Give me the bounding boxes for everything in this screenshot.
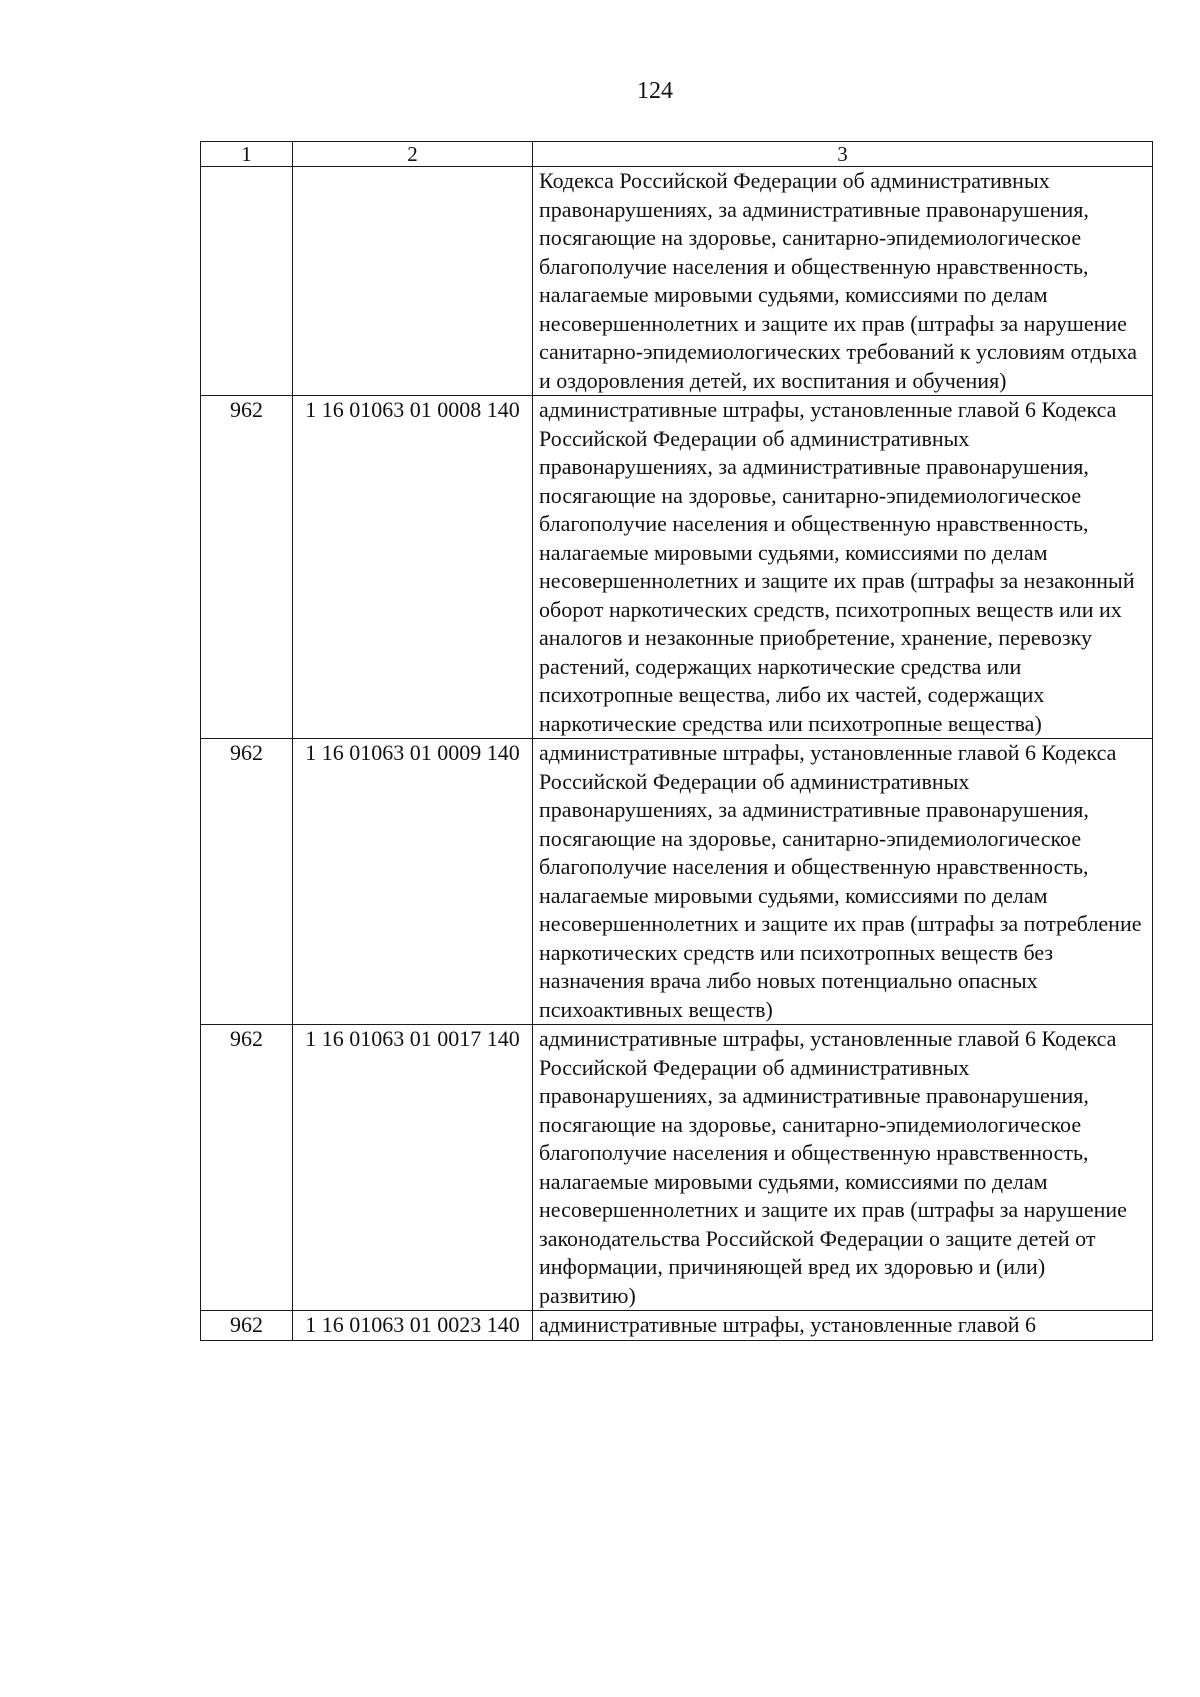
kbk-code-cell: 1 16 01063 01 0023 140	[293, 1311, 533, 1341]
table-row	[201, 739, 1153, 1025]
description-cell: административные штрафы, установленные главой 6 Кодекса Российской Федерации об административных правонарушениях, за административные правонарушения, посягающие на здоровье, санитарно-эпидемиологическое благополучие населения и общественную нравственность, налагаемые мировыми судьями, комиссиями по делам несовершеннолетних и защите их прав (штрафы за потребление наркотических средств или психотропных веществ без назначения врача либо новых потенциально опасных психоактивных веществ)	[533, 739, 1153, 1025]
table-row	[201, 167, 1153, 396]
admin-code-cell: 962	[201, 1025, 293, 1311]
header-cell-1: 1	[201, 142, 293, 167]
table-row	[201, 1025, 1153, 1311]
table-header-row	[201, 142, 1153, 167]
header-cell-2: 2	[293, 142, 533, 167]
description-cell: административные штрафы, установленные главой 6	[533, 1311, 1153, 1341]
kbk-code-cell: 1 16 01063 01 0009 140	[293, 739, 533, 1025]
admin-code-cell: 962	[201, 396, 293, 739]
admin-code-cell	[201, 167, 293, 396]
kbk-code-cell: 1 16 01063 01 0008 140	[293, 396, 533, 739]
description-cell: административные штрафы, установленные главой 6 Кодекса Российской Федерации об административных правонарушениях, за административные правонарушения, посягающие на здоровье, санитарно-эпидемиологическое благополучие населения и общественную нравственность, налагаемые мировыми судьями, комиссиями по делам несовершеннолетних и защите их прав (штрафы за нарушение законодательства Российской Федерации о защите детей от информации, причиняющей вред их здоровью и (или) развитию)	[533, 1025, 1153, 1311]
admin-code-cell: 962	[201, 1311, 293, 1341]
description-cell: Кодекса Российской Федерации об административных правонарушениях, за административные правонарушения, посягающие на здоровье, санитарно-эпидемиологическое благополучие населения и общественную нравственность, налагаемые мировыми судьями, комиссиями по делам несовершеннолетних и защите их прав (штрафы за нарушение санитарно-эпидемиологических требований к условиям отдыха и оздоровления детей, их воспитания и обучения)	[533, 167, 1153, 396]
admin-code-cell: 962	[201, 739, 293, 1025]
header-cell-3: 3	[533, 142, 1153, 167]
description-cell: административные штрафы, установленные главой 6 Кодекса Российской Федерации об административных правонарушениях, за административные правонарушения, посягающие на здоровье, санитарно-эпидемиологическое благополучие населения и общественную нравственность, налагаемые мировыми судьями, комиссиями по делам несовершеннолетних и защите их прав (штрафы за незаконный оборот наркотических средств, психотропных веществ или их аналогов и незаконные приобретение, хранение, перевозку растений, содержащих наркотические средства или психотропные вещества, либо их частей, содержащих наркотические средства или психотропные вещества)	[533, 396, 1153, 739]
kbk-code-cell	[293, 167, 533, 396]
page-number: 124	[637, 78, 673, 104]
table-row	[201, 396, 1153, 739]
table-row	[201, 1311, 1153, 1341]
budget-codes-table	[200, 141, 1153, 1341]
kbk-code-cell: 1 16 01063 01 0017 140	[293, 1025, 533, 1311]
